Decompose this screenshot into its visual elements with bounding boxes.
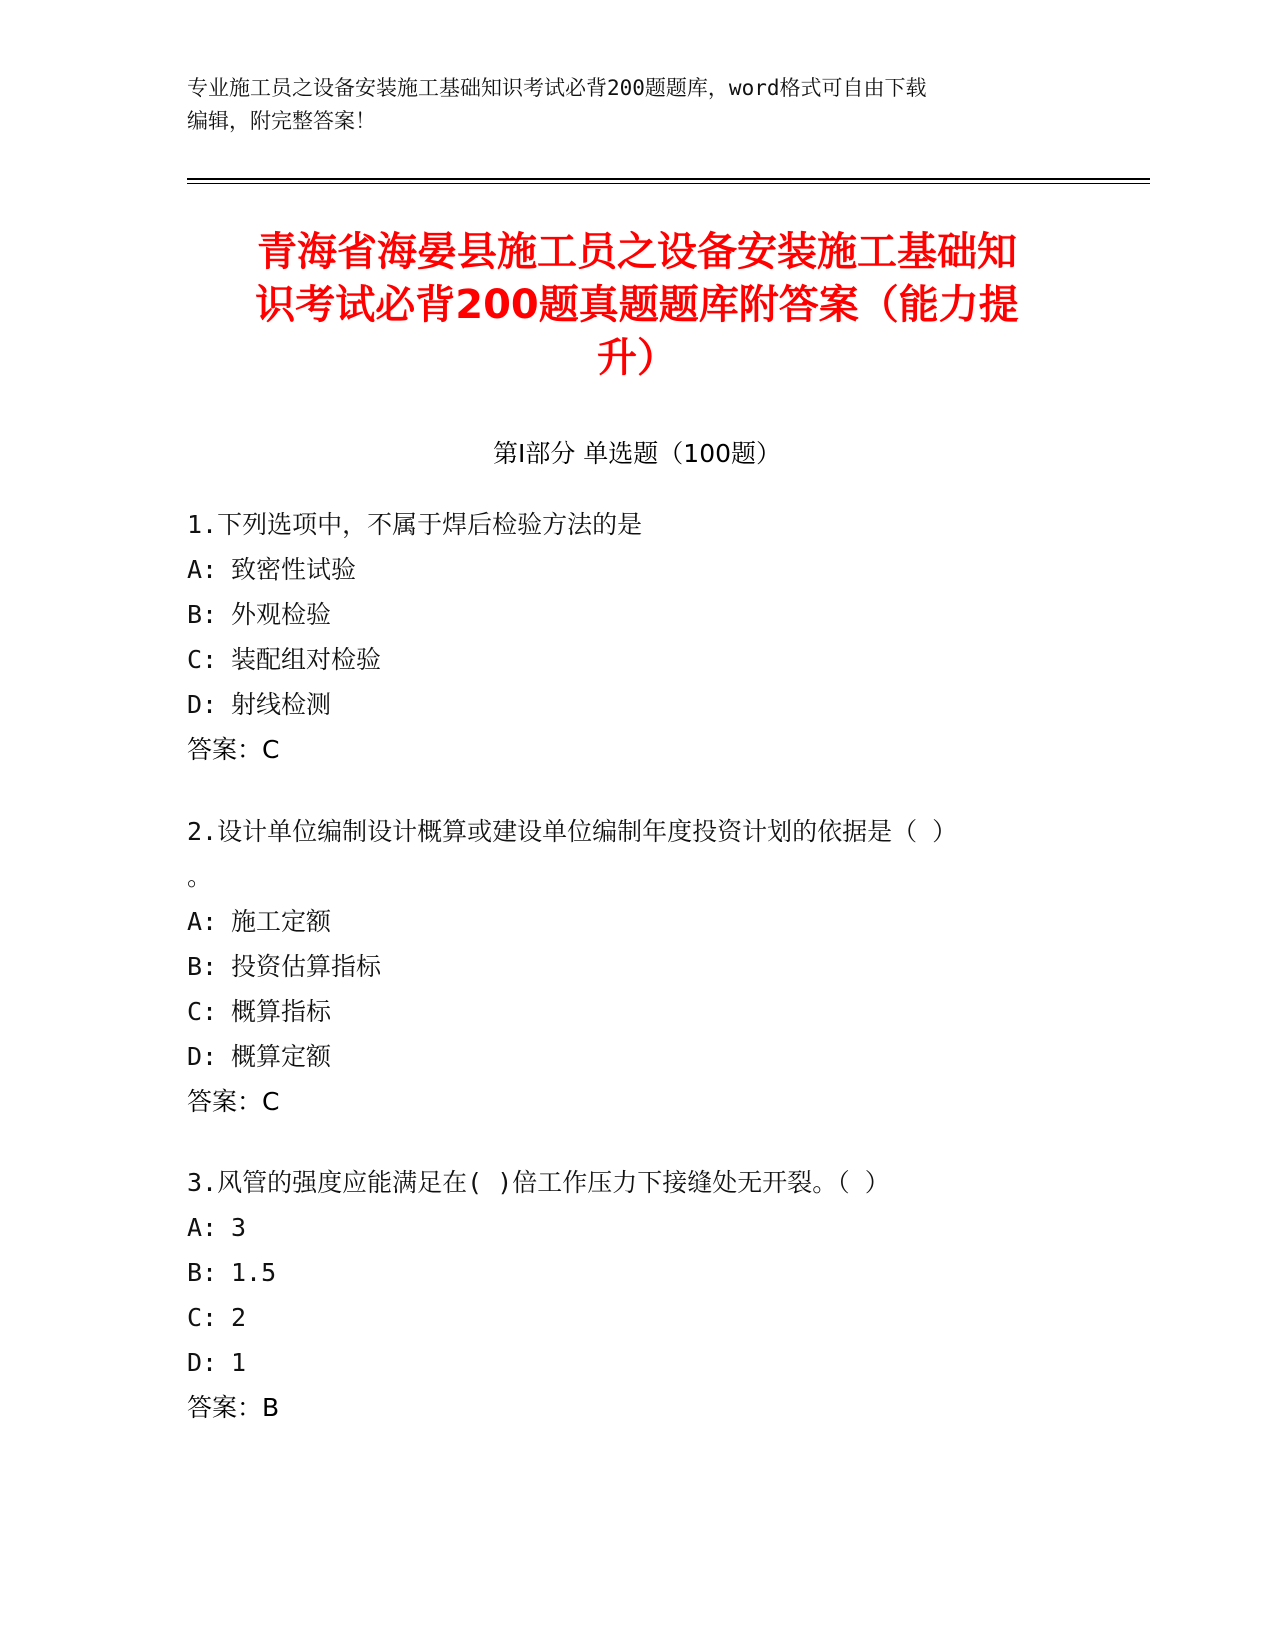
option-letter: D: <box>187 1348 218 1377</box>
answer-line: 答案：C <box>187 735 280 764</box>
option-a <box>187 1205 1087 1250</box>
question-stem: 1.下列选项中，不属于焊后检验方法的是 <box>187 510 643 539</box>
option-text: 2 <box>231 1303 247 1332</box>
option-text: 射线检测 <box>231 690 332 719</box>
option-text: 概算定额 <box>231 1042 332 1071</box>
option-text: 1.5 <box>231 1258 277 1287</box>
header-note-line-1: 专业施工员之设备安装施工基础知识考试必背200题题库，word格式可自由下载 <box>187 76 927 100</box>
option-letter: B: <box>187 600 218 629</box>
option-a <box>187 547 1087 592</box>
question-1 <box>187 502 1087 772</box>
option-text: 3 <box>231 1213 247 1242</box>
option-letter: D: <box>187 1042 218 1071</box>
answer-line: 答案：B <box>187 1393 280 1422</box>
document-title-line-1: 青海省海晏县施工员之设备安装施工基础知 <box>257 229 1017 275</box>
question-2 <box>187 809 1087 1124</box>
header-note <box>187 72 1087 138</box>
option-d <box>187 682 1087 727</box>
option-text: 投资估算指标 <box>231 952 382 981</box>
option-d <box>187 1340 1087 1385</box>
question-stem: 3.风管的强度应能满足在( )倍工作压力下接缝处无开裂。（ ） <box>187 1168 890 1197</box>
header-note-line-2: 编辑，附完整答案！ <box>187 109 376 133</box>
document-title-line-2: 识考试必背200题真题题库附答案（能力提 <box>255 282 1019 328</box>
document-title <box>187 226 1087 385</box>
option-text: 致密性试验 <box>231 555 357 584</box>
option-letter: C: <box>187 997 218 1026</box>
option-letter: A: <box>187 1213 218 1242</box>
answer-line: 答案：C <box>187 1087 280 1116</box>
option-c <box>187 637 1087 682</box>
option-letter: C: <box>187 1303 218 1332</box>
option-text: 施工定额 <box>231 907 332 936</box>
option-d <box>187 1034 1087 1079</box>
option-text: 外观检验 <box>231 600 332 629</box>
option-letter: D: <box>187 690 218 719</box>
option-a <box>187 899 1087 944</box>
option-text: 装配组对检验 <box>231 645 382 674</box>
option-b <box>187 1250 1087 1295</box>
option-b <box>187 592 1087 637</box>
option-b <box>187 944 1087 989</box>
option-c <box>187 1295 1087 1340</box>
option-letter: B: <box>187 952 218 981</box>
option-c <box>187 989 1087 1034</box>
option-letter: A: <box>187 555 218 584</box>
header-divider-thin <box>187 183 1150 184</box>
question-stem-line-1: 2.设计单位编制设计概算或建设单位编制年度投资计划的依据是（ ） <box>187 817 958 846</box>
document-title-line-3: 升） <box>597 335 677 381</box>
header-divider-thick <box>187 178 1150 180</box>
option-letter: C: <box>187 645 218 674</box>
question-stem-line-2: 。 <box>187 862 213 891</box>
option-text: 1 <box>231 1348 247 1377</box>
option-text: 概算指标 <box>231 997 332 1026</box>
question-3 <box>187 1160 1087 1430</box>
option-letter: A: <box>187 907 218 936</box>
section-heading: 第Ⅰ部分 单选题（100题） <box>492 439 782 468</box>
option-letter: B: <box>187 1258 218 1287</box>
